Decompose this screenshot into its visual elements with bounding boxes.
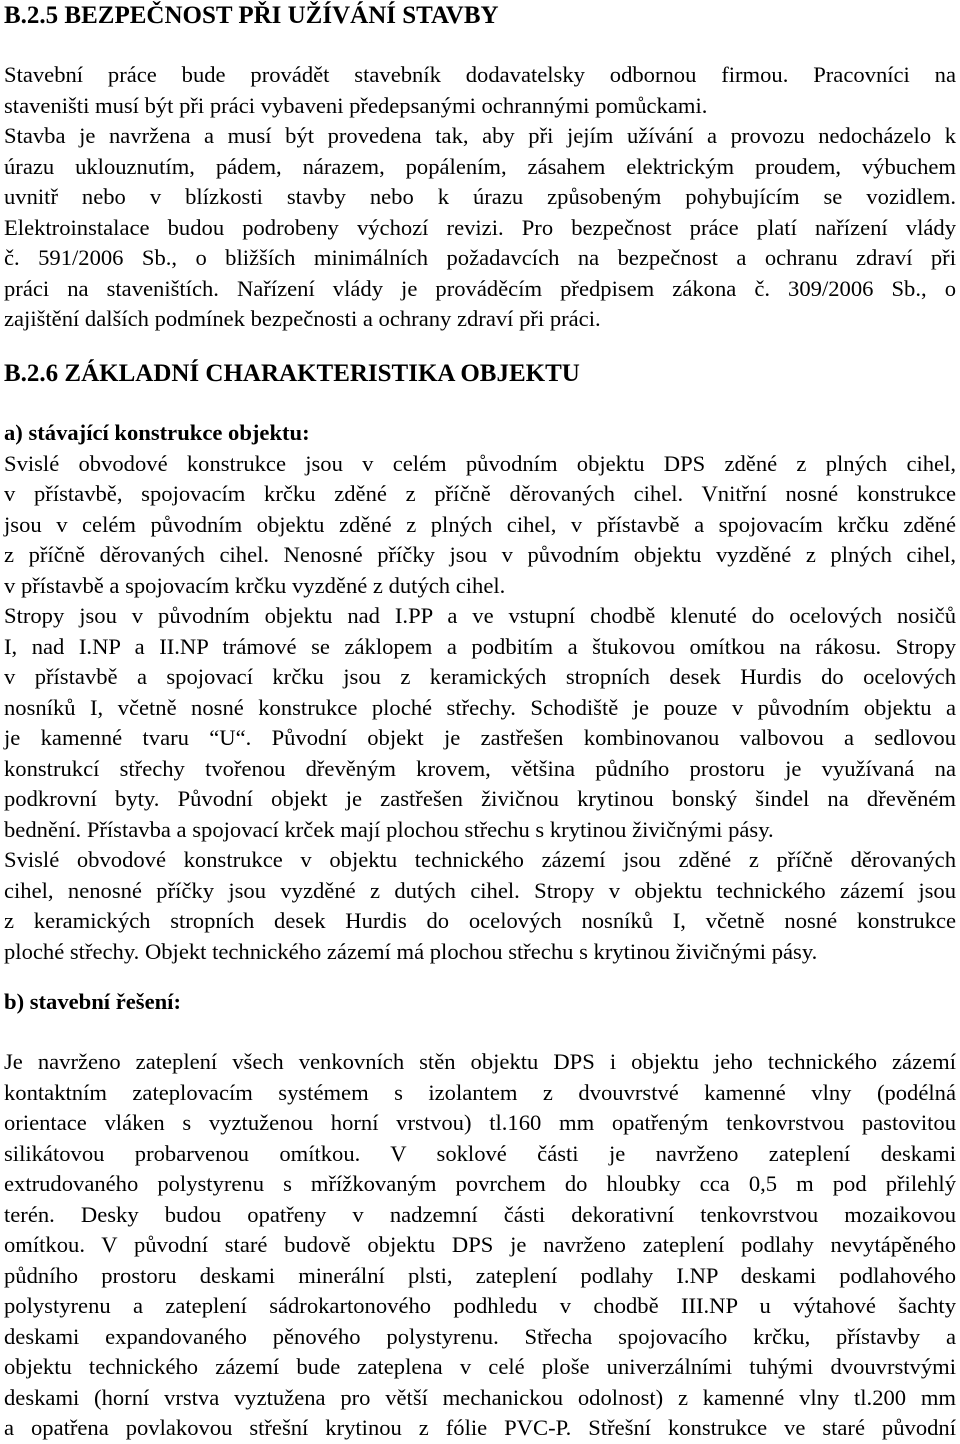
text-line: Stavba je navržena a musí být provedena tak, aby při jejím užívání a provozu nedocházelo k [4,123,956,148]
text-line: v přístavbě, spojovacím krčku zděné z příčně děrovaných cihel. Vnitřní nosné konstrukce [4,481,956,506]
text-line: terén. Desky budou opatřeny v nadzemní části dekorativní tenkovrstvou mozaikovou [4,1201,956,1227]
text-line: uvnitř nebo v blízkosti stavby nebo k úrazu způsobeným pohybujícím se vozidlem. [4,184,956,209]
text-line: objektu technického zázemí bude zateplena v celé ploše univerzálními tuhými dvouvrstvými [4,1354,956,1379]
text-line: z příčně děrovaných cihel. Nenosné příčky jsou v původním objektu vyzděné z plných cihel, [4,542,956,567]
text-line: kontaktním zateplovacím systémem s izolantem z dvouvrstvé kamenné vlny (podélná [4,1079,956,1105]
text-line: omítkou. V původní staré budově objektu DPS je navrženo zateplení podlahy nevytápěného [4,1232,956,1257]
text-line: extrudovaného polystyrenu s mřížkovaným povrchem do hloubky cca 0,5 m pod přilehlý [4,1171,956,1196]
text-line: Stavební práce bude provádět stavebník dodavatelsky odbornou firmou. Pracovníci na [4,62,956,87]
text-line: v přístavbě a spojovacím krčku vyzděné z dutých cihel. [4,572,506,598]
text-line: Stropy jsou v původním objektu nad I.PP a ve vstupní chodbě klenuté do ocelových nosičů [4,603,956,628]
text-line: práci na staveništích. Nařízení vlády je prováděcím předpisem zákona č. 309/2006 Sb., o [4,275,956,301]
text-line: Je navrženo zateplení všech venkovních stěn objektu DPS i objektu jeho technického zázemí [4,1049,956,1074]
text-line: č. 591/2006 Sb., o bližších minimálních požadavcích na bezpečnost a ochranu zdraví při [4,245,956,270]
text-line: půdního prostoru deskami minerální plsti, zateplení podlahy I.NP deskami podlahového [4,1262,956,1288]
text-line: silikátovou probarvenou omítkou. V soklové části je navrženo zateplení deskami [4,1140,956,1166]
text-line: nosníků I, včetně nosné konstrukce ploché střechy. Schodiště je pouze v původním objektu a [4,694,956,720]
text-line: a opatřena povlakovou střešní krytinou z fólie PVC-P. Střešní konstrukce ve staré původní [4,1415,956,1440]
subheading-building-solution: b) stavební řešení: [4,989,181,1014]
text-line: Svislé obvodové konstrukce v objektu technického zázemí jsou zděné z příčně děrovaných [4,847,956,872]
text-line: staveništi musí být při práci vybaveni předepsanými ochrannými pomůckami. [4,92,708,118]
text-line: Svislé obvodové konstrukce jsou v celém původním objektu DPS zděné z plných cihel, [4,450,956,476]
text-line: z keramických stropních desek Hurdis do ocelových nosníků I, včetně nosné konstrukce [4,908,956,933]
text-line: I, nad I.NP a II.NP trámové se záklopem a podbitím a štukovou omítkou na rákosu. Stropy [4,633,956,659]
text-line: ploché střechy. Objekt technického zázemí má plochou střechu s krytinou živičnými pásy. [4,938,818,964]
text-line: konstrukcí střechy tvořenou dřevěným krovem, většina půdního prostoru je využívaná na [4,755,956,781]
text-line: deskami expandovaného pěnového polystyrenu. Střecha spojovacího krčku, přístavby a [4,1323,956,1349]
text-line: orientace vláken s vyztuženou horní vrstvou) tl.160 mm opatřeným tenkovrstvou pastovitou [4,1110,956,1135]
text-line: jsou v celém původním objektu zděné z plných cihel, v přístavbě a spojovacím krčku zděné [4,511,956,537]
text-line: úrazu uklouznutím, pádem, nárazem, popálením, zásahem elektrickým proudem, výbuchem [4,153,956,179]
safety-paragraph [4,60,956,335]
text-line: deskami (horní vrstva vyztužena pro větší mechanickou odolnost) z kamenné vlny tl.200 mm [4,1384,956,1410]
text-line: v přístavbě a spojovací krčku jsou z keramických stropních desek Hurdis do ocelových [4,664,956,689]
text-line: cihel, nenosné příčky jsou vyzděné z dutých cihel. Stropy v objektu technického zázemí jsou [4,877,956,903]
building-solution-paragraph [4,1047,956,1444]
text-line: zajištění dalších podmínek bezpečnosti a ochrany zdraví při práci. [4,306,601,331]
text-line: polystyrenu a zateplení sádrokartonového podhledu v chodbě III.NP u výtahové šachty [4,1293,956,1318]
section-heading-b25: B.2.5 BEZPEČNOST PŘI UŽÍVÁNÍ STAVBY [4,2,499,29]
text-line: bednění. Přístavba a spojovací krček mají plochou střechu s krytinou živičnými pásy. [4,816,774,842]
text-line: Elektroinstalace budou podrobeny výchozí revizi. Pro bezpečnost práce platí nařízení vlády [4,214,956,240]
text-line: je kamenné tvaru “U“. Původní objekt je zastřešen kombinovanou valbovou a sedlovou [4,725,956,750]
section-heading-b26: B.2.6 ZÁKLADNÍ CHARAKTERISTIKA OBJEKTU [4,360,580,387]
text-line: podkrovní byty. Původní objekt je zastřešen živičnou krytinou bonský šindel na dřevěném [4,786,956,811]
existing-construction-paragraph [4,418,956,967]
subheading-existing-construction: a) stávající konstrukce objektu: [4,420,310,445]
